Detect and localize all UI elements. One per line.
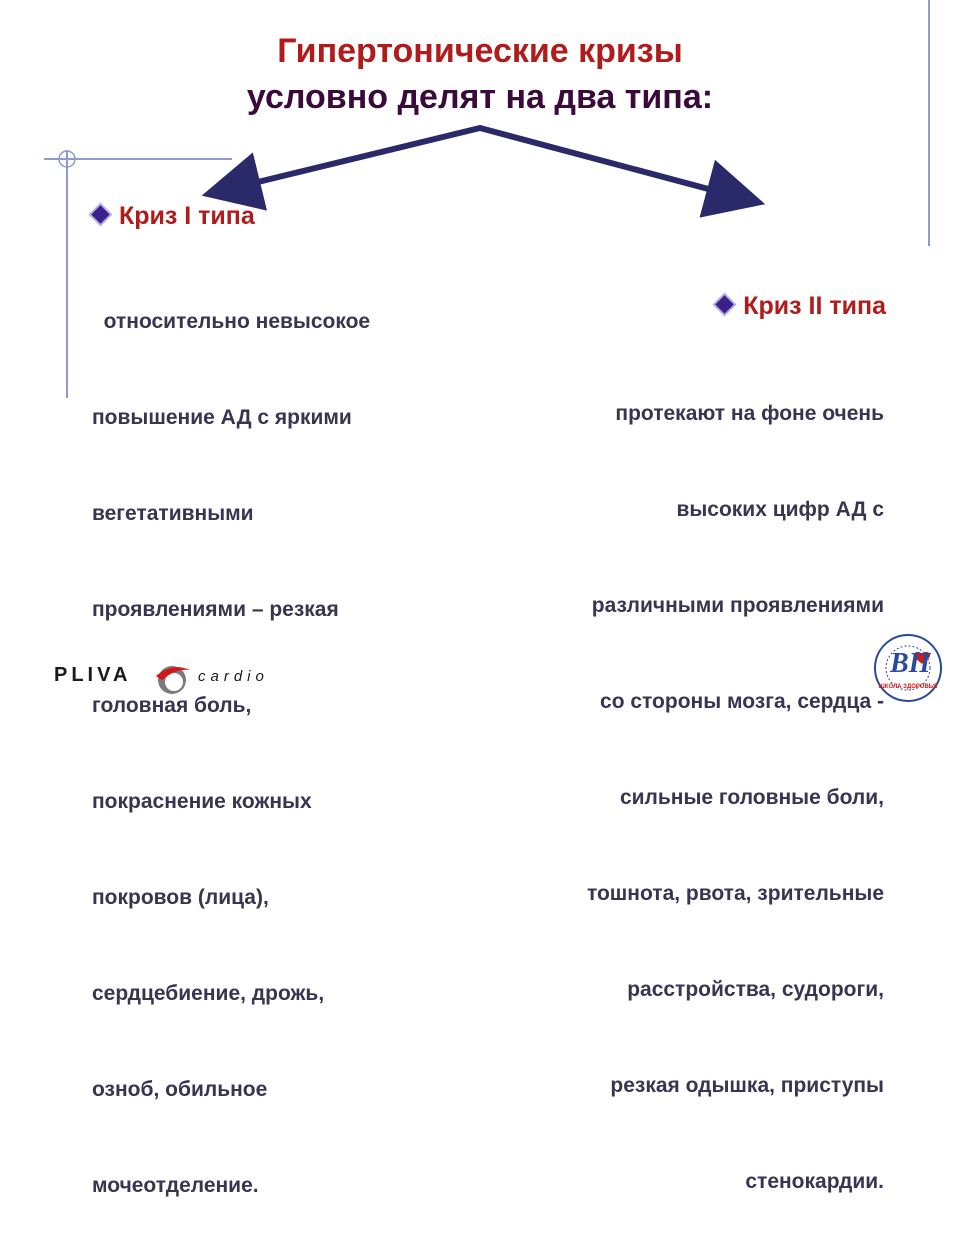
- type2-line: со стороны мозга, сердца -: [600, 690, 884, 713]
- arrow-left: [225, 128, 480, 190]
- type2-line: различными проявлениями: [591, 594, 884, 617]
- type1-line: покраснение кожных: [92, 790, 312, 813]
- type1-line: сердцебиение, дрожь,: [92, 982, 325, 1005]
- health-school-seal: [872, 632, 944, 704]
- type1-line: вегетативными: [92, 502, 254, 525]
- split-arrows: [0, 0, 960, 220]
- type2-line: протекают на фоне очень: [615, 402, 884, 425]
- type2-heading-text: Криз II типа: [743, 292, 886, 320]
- type2-heading: [718, 292, 886, 321]
- pliva-cardio-logo: [54, 660, 284, 696]
- arrow-right: [480, 128, 742, 198]
- type1-heading-text: Криз I типа: [119, 202, 255, 230]
- type1-line: повышение АД с яркими: [92, 406, 352, 429]
- type1-line: головная боль,: [92, 694, 252, 717]
- type1-line: озноб, обильное: [92, 1078, 268, 1101]
- type2-line: резкая одышка, приступы: [610, 1074, 884, 1097]
- type2-description: [587, 334, 884, 1230]
- type1-description: [92, 242, 370, 1234]
- pliva-wordmark: PLIVA: [54, 664, 132, 686]
- seal-caption: ШКОЛА ЗДОРОВЬЯ: [878, 684, 938, 690]
- type1-line: проявлениями – резкая: [92, 598, 339, 621]
- seal-monogram: ВП: [890, 648, 931, 679]
- type2-line: сильные головные боли,: [619, 786, 884, 809]
- type1-line: относительно невысокое: [92, 310, 371, 333]
- type1-heading: [94, 202, 255, 231]
- type1-line: мочеотделение.: [92, 1174, 259, 1197]
- type2-line: высоких цифр АД с: [676, 498, 884, 521]
- cardio-wordmark: cardio: [198, 668, 269, 685]
- type2-line: тошнота, рвота, зрительные: [586, 882, 884, 905]
- title-line-2: условно делят на два типа:: [246, 78, 714, 116]
- type2-line: расстройства, судороги,: [627, 978, 884, 1001]
- type1-line: покровов (лица),: [92, 886, 269, 909]
- pliva-swoosh-icon: [150, 660, 196, 696]
- diamond-bullet-icon: [716, 295, 734, 313]
- title-line-1: Гипертонические кризы: [277, 32, 683, 70]
- type2-line: стенокардии.: [745, 1170, 884, 1193]
- diamond-bullet-icon: [91, 205, 109, 223]
